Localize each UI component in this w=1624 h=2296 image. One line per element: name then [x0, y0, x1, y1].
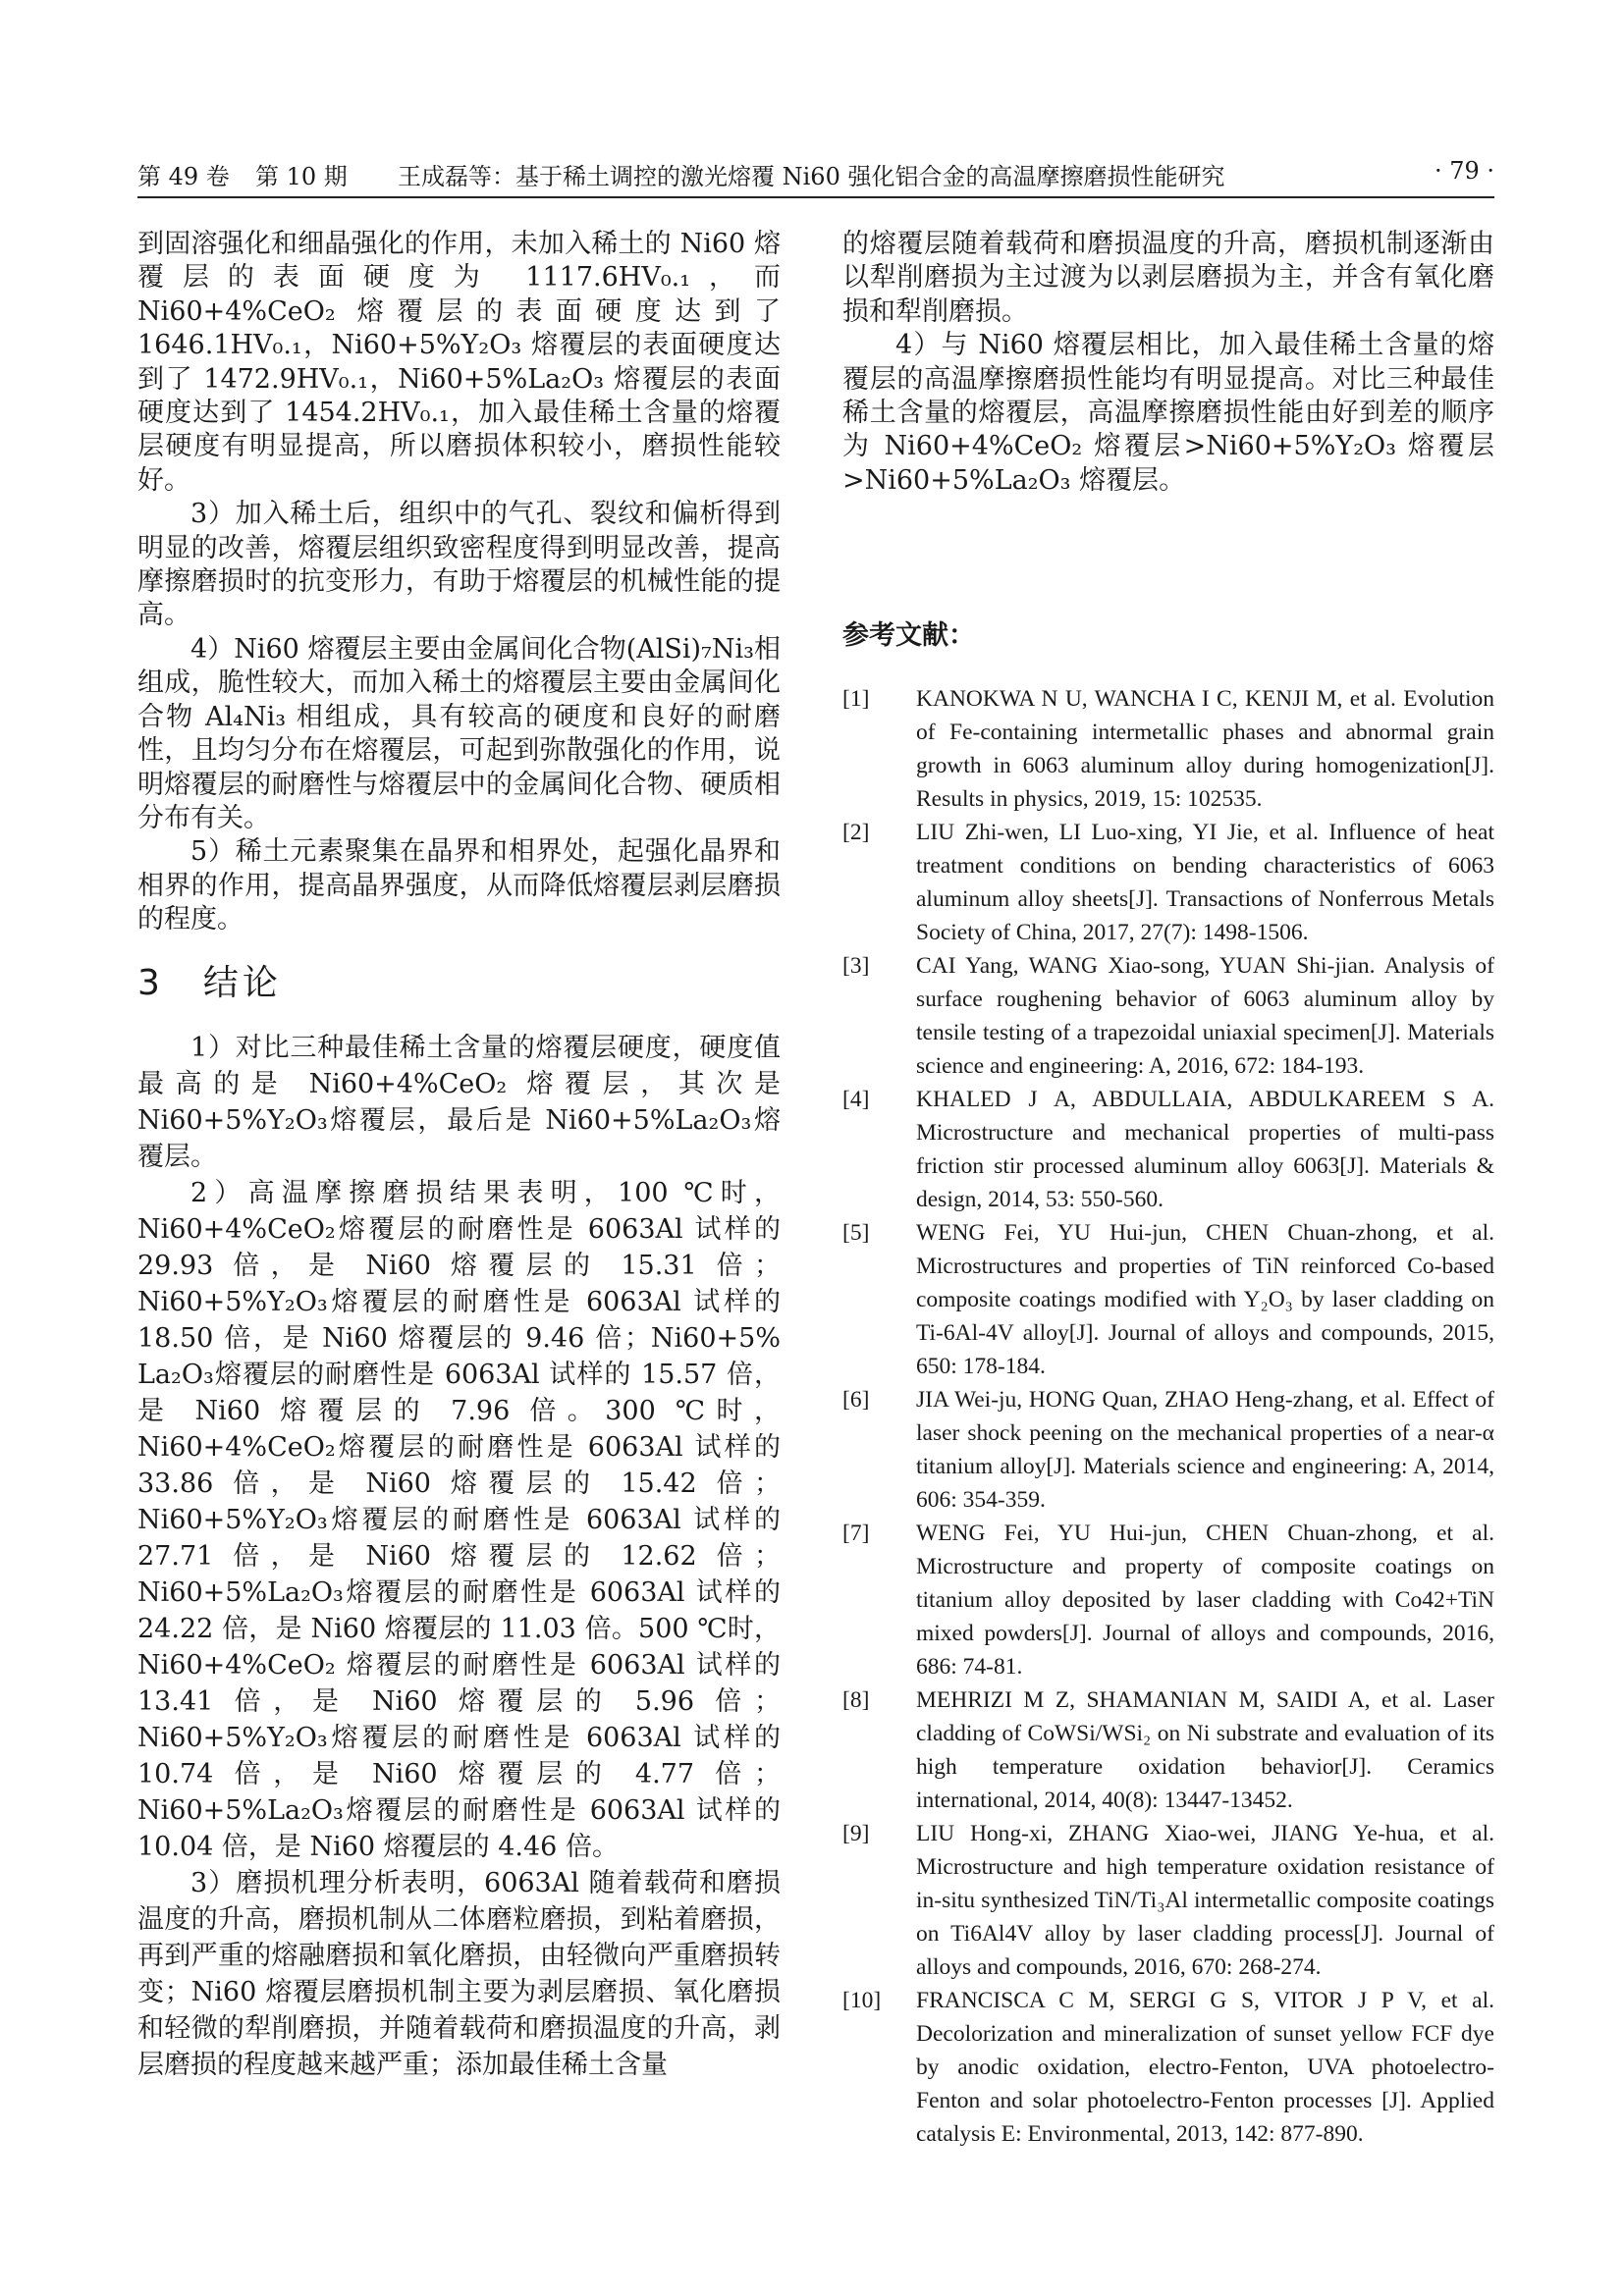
reference-item: [842, 1216, 1494, 1383]
paragraph: 5）稀土元素聚集在晶界和相界处，起强化晶界和相界的作用，提高晶界强度，从而降低熔覆层剥层磨损的程度。: [137, 836, 781, 935]
reference-text: KANOKWA N U, WANCHA I C, KENJI M, et al. Evolution of Fe-containing intermetallic phases and abnormal grain growth in 6063 aluminum alloy during homogenization[J]. Results in physics, 2019, 15: 102535.: [916, 686, 1494, 812]
reference-text: LIU Zhi-wen, LI Luo-xing, YI Jie, et al. Influence of heat treatment conditions on bending characteristics of 6063 aluminum alloy sheets[J]. Transactions of Nonferrous Metals Society of China, 2017, 27(7): 1498-1506.: [916, 820, 1494, 945]
reference-number: [4]: [842, 1087, 870, 1112]
reference-item: [842, 1984, 1494, 2151]
running-title: 王成磊等：基于稀土调控的激光熔覆 Ni60 强化铝合金的高温摩擦磨损性能研究: [398, 163, 1225, 190]
reference-text: FRANCISCA C M, SERGI G S, VITOR J P V, et al. Decolorization and mineralization of sunset yellow FCF dye by anodic oxidation, electro-Fenton, UVA photoelectro-Fenton and solar photoelectro-Fenton processes [J]. Applied catalysis E: Environmental, 2013, 142: 877-890.: [916, 1988, 1494, 2147]
reference-number: [1]: [842, 686, 870, 712]
reference-text: JIA Wei-ju, HONG Quan, ZHAO Heng-zhang, et al. Effect of laser shock peening on the mechanical properties of a near-α titanium alloy[J]. Materials science and engineering: A, 2014, 606: 354-359.: [916, 1387, 1494, 1513]
reference-number: [2]: [842, 820, 870, 845]
reference-item: [842, 1517, 1494, 1683]
reference-number: [10]: [842, 1988, 882, 2013]
reference-number: [3]: [842, 953, 870, 979]
reference-item: [842, 1383, 1494, 1517]
issue-label: 第 10 期: [255, 163, 348, 190]
reference-number: [6]: [842, 1387, 870, 1413]
page-number: · 79 ·: [1434, 157, 1494, 185]
reference-item: [842, 682, 1494, 816]
reference-text: CAI Yang, WANG Xiao-song, YUAN Shi-jian. Analysis of surface roughening behavior of 6063 aluminum alloy by tensile testing of a trapezoidal uniaxial specimen[J]. Materials science and engineering: A, 2016, 672: 184-193.: [916, 953, 1494, 1079]
reference-number: [7]: [842, 1521, 870, 1546]
conclusion-item: 1）对比三种最佳稀土含量的熔覆层硬度，硬度值最高的是 Ni60+4%CeO₂ 熔覆层，其次是 Ni60+5%Y₂O₃熔覆层，最后是 Ni60+5%La₂O₃熔覆层。: [137, 1032, 781, 1172]
conclusion-item: 2）高温摩擦磨损结果表明，100 ℃时，Ni60+4%CeO₂熔覆层的耐磨性是 6063Al 试样的 29.93 倍，是 Ni60 熔覆层的 15.31 倍；Ni60+5%Y₂O₃熔覆层的耐磨性是 6063Al 试样的 18.50 倍，是 Ni60 熔覆层的 9.46 倍；Ni60+5% La₂O₃熔覆层的耐磨性是 6063Al 试样的 15.57 倍，是 Ni60 熔覆层的 7.96 倍。300 ℃时，Ni60+4%CeO₂熔覆层的耐磨性是 6063Al 试样的 33.86 倍，是 Ni60 熔覆层的 15.42 倍；Ni60+5%Y₂O₃熔覆层的耐磨性是 6063Al 试样的 27.71 倍，是 Ni60 熔覆层的 12.62 倍；Ni60+5%La₂O₃熔覆层的耐磨性是 6063Al 试样的 24.22 倍，是 Ni60 熔覆层的 11.03 倍。500 ℃时，Ni60+4%CeO₂ 熔覆层的耐磨性是 6063Al 试样的 13.41 倍，是 Ni60 熔覆层的 5.96 倍；Ni60+5%Y₂O₃熔覆层的耐磨性是 6063Al 试样的 10.74 倍，是 Ni60 熔覆层的 4.77 倍；Ni60+5%La₂O₃熔覆层的耐磨性是 6063Al 试样的 10.04 倍，是 Ni60 熔覆层的 4.46 倍。: [137, 1177, 781, 1862]
reference-text: WENG Fei, YU Hui-jun, CHEN Chuan-zhong, et al. Microstructure and property of composite coatings on titanium alloy deposited by laser cladding with Co42+TiN mixed powders[J]. Journal of alloys and compounds, 2016, 686: 74-81.: [916, 1521, 1494, 1680]
reference-list: [842, 682, 1494, 2151]
reference-item: [842, 1083, 1494, 1216]
reference-item: [842, 1817, 1494, 1984]
paragraph: 4）Ni60 熔覆层主要由金属间化合物(AlSi)₇Ni₃相组成，脆性较大，而加入稀土的熔覆层主要由金属间化合物 Al₄Ni₃ 相组成，具有较高的硬度和良好的耐磨性，且均匀分布在熔覆层，可起到弥散强化的作用，说明熔覆层的耐磨性与熔覆层中的金属间化合物、硬质相分布有关。: [137, 633, 781, 833]
paragraph-continuation: 的熔覆层随着载荷和磨损温度的升高，磨损机制逐渐由以犁削磨损为主过渡为以剥层磨损为主，并含有氧化磨损和犁削磨损。: [842, 229, 1494, 327]
reference-number: [8]: [842, 1687, 870, 1713]
reference-item: [842, 816, 1494, 949]
conclusion-item: 4）与 Ni60 熔覆层相比，加入最佳稀土含量的熔覆层的高温摩擦磨损性能均有明显提高。对比三种最佳稀土含量的熔覆层，高温摩擦磨损性能由好到差的顺序为 Ni60+4%CeO₂ 熔覆层>Ni60+5%Y₂O₃ 熔覆层>Ni60+5%La₂O₃ 熔覆层。: [842, 330, 1494, 496]
reference-text: LIU Hong-xi, ZHANG Xiao-wei, JIANG Ye-hua, et al. Microstructure and high temperature oxidation resistance of in-situ synthesized TiN/Ti₃Al intermetallic composite coatings on Ti6Al4V alloy by laser cladding process[J]. Journal of alloys and compounds, 2016, 670: 268-274.: [916, 1821, 1494, 1980]
reference-number: [9]: [842, 1821, 870, 1846]
references-heading: 参考文献：: [842, 620, 975, 651]
reference-text: MEHRIZI M Z, SHAMANIAN M, SAIDI A, et al. Laser cladding of CoWSi/WSi₂ on Ni substrate and evaluation of its high temperature oxidation behavior[J]. Ceramics international, 2014, 40(8): 13447-13452.: [916, 1687, 1494, 1813]
left-column: [137, 228, 781, 2083]
reference-number: [5]: [842, 1220, 870, 1246]
right-column: [842, 228, 1494, 498]
header-rule: [137, 196, 1494, 198]
paragraph: 3）加入稀土后，组织中的气孔、裂纹和偏析得到明显的改善，熔覆层组织致密程度得到明显改善，提高摩擦磨损时的抗变形力，有助于熔覆层的机械性能的提高。: [137, 499, 781, 631]
reference-item: [842, 949, 1494, 1083]
reference-text: WENG Fei, YU Hui-jun, CHEN Chuan-zhong, et al. Microstructures and properties of TiN reinforced Co-based composite coatings modified with Y₂O₃ by laser cladding on Ti-6Al-4V alloy[J]. Journal of alloys and compounds, 2015, 650: 178-184.: [916, 1220, 1494, 1379]
conclusion-item: 3）磨损机理分析表明，6063Al 随着载荷和磨损温度的升高，磨损机制从二体磨粒磨损，到粘着磨损，再到严重的熔融磨损和氧化磨损，由轻微向严重磨损转变；Ni60 熔覆层磨损机制主要为剥层磨损、氧化磨损和轻微的犁削磨损，并随着载荷和磨损温度的升高，剥层磨损的程度越来越严重；添加最佳稀土含量: [137, 1867, 781, 2080]
volume-label: 第 49 卷: [137, 163, 230, 190]
section-heading-conclusion: 3 结论: [137, 962, 282, 1003]
paragraph: 到固溶强化和细晶强化的作用，未加入稀土的 Ni60 熔覆层的表面硬度为 1117.6HV₀.₁，而 Ni60+4%CeO₂ 熔覆层的表面硬度达到了 1646.1HV₀.₁，Ni60+5%Y₂O₃ 熔覆层的表面硬度达到了 1472.9HV₀.₁，Ni60+5%La₂O₃ 熔覆层的表面硬度达到了 1454.2HV₀.₁，加入最佳稀土含量的熔覆层硬度有明显提高，所以磨损体积较小，磨损性能较好。: [137, 229, 781, 496]
reference-text: KHALED J A, ABDULLAIA, ABDULKAREEM S A. Microstructure and mechanical properties of multi-pass friction stir processed aluminum alloy 6063[J]. Materials & design, 2014, 53: 550-560.: [916, 1087, 1494, 1212]
reference-item: [842, 1683, 1494, 1817]
running-header: [137, 157, 1494, 190]
